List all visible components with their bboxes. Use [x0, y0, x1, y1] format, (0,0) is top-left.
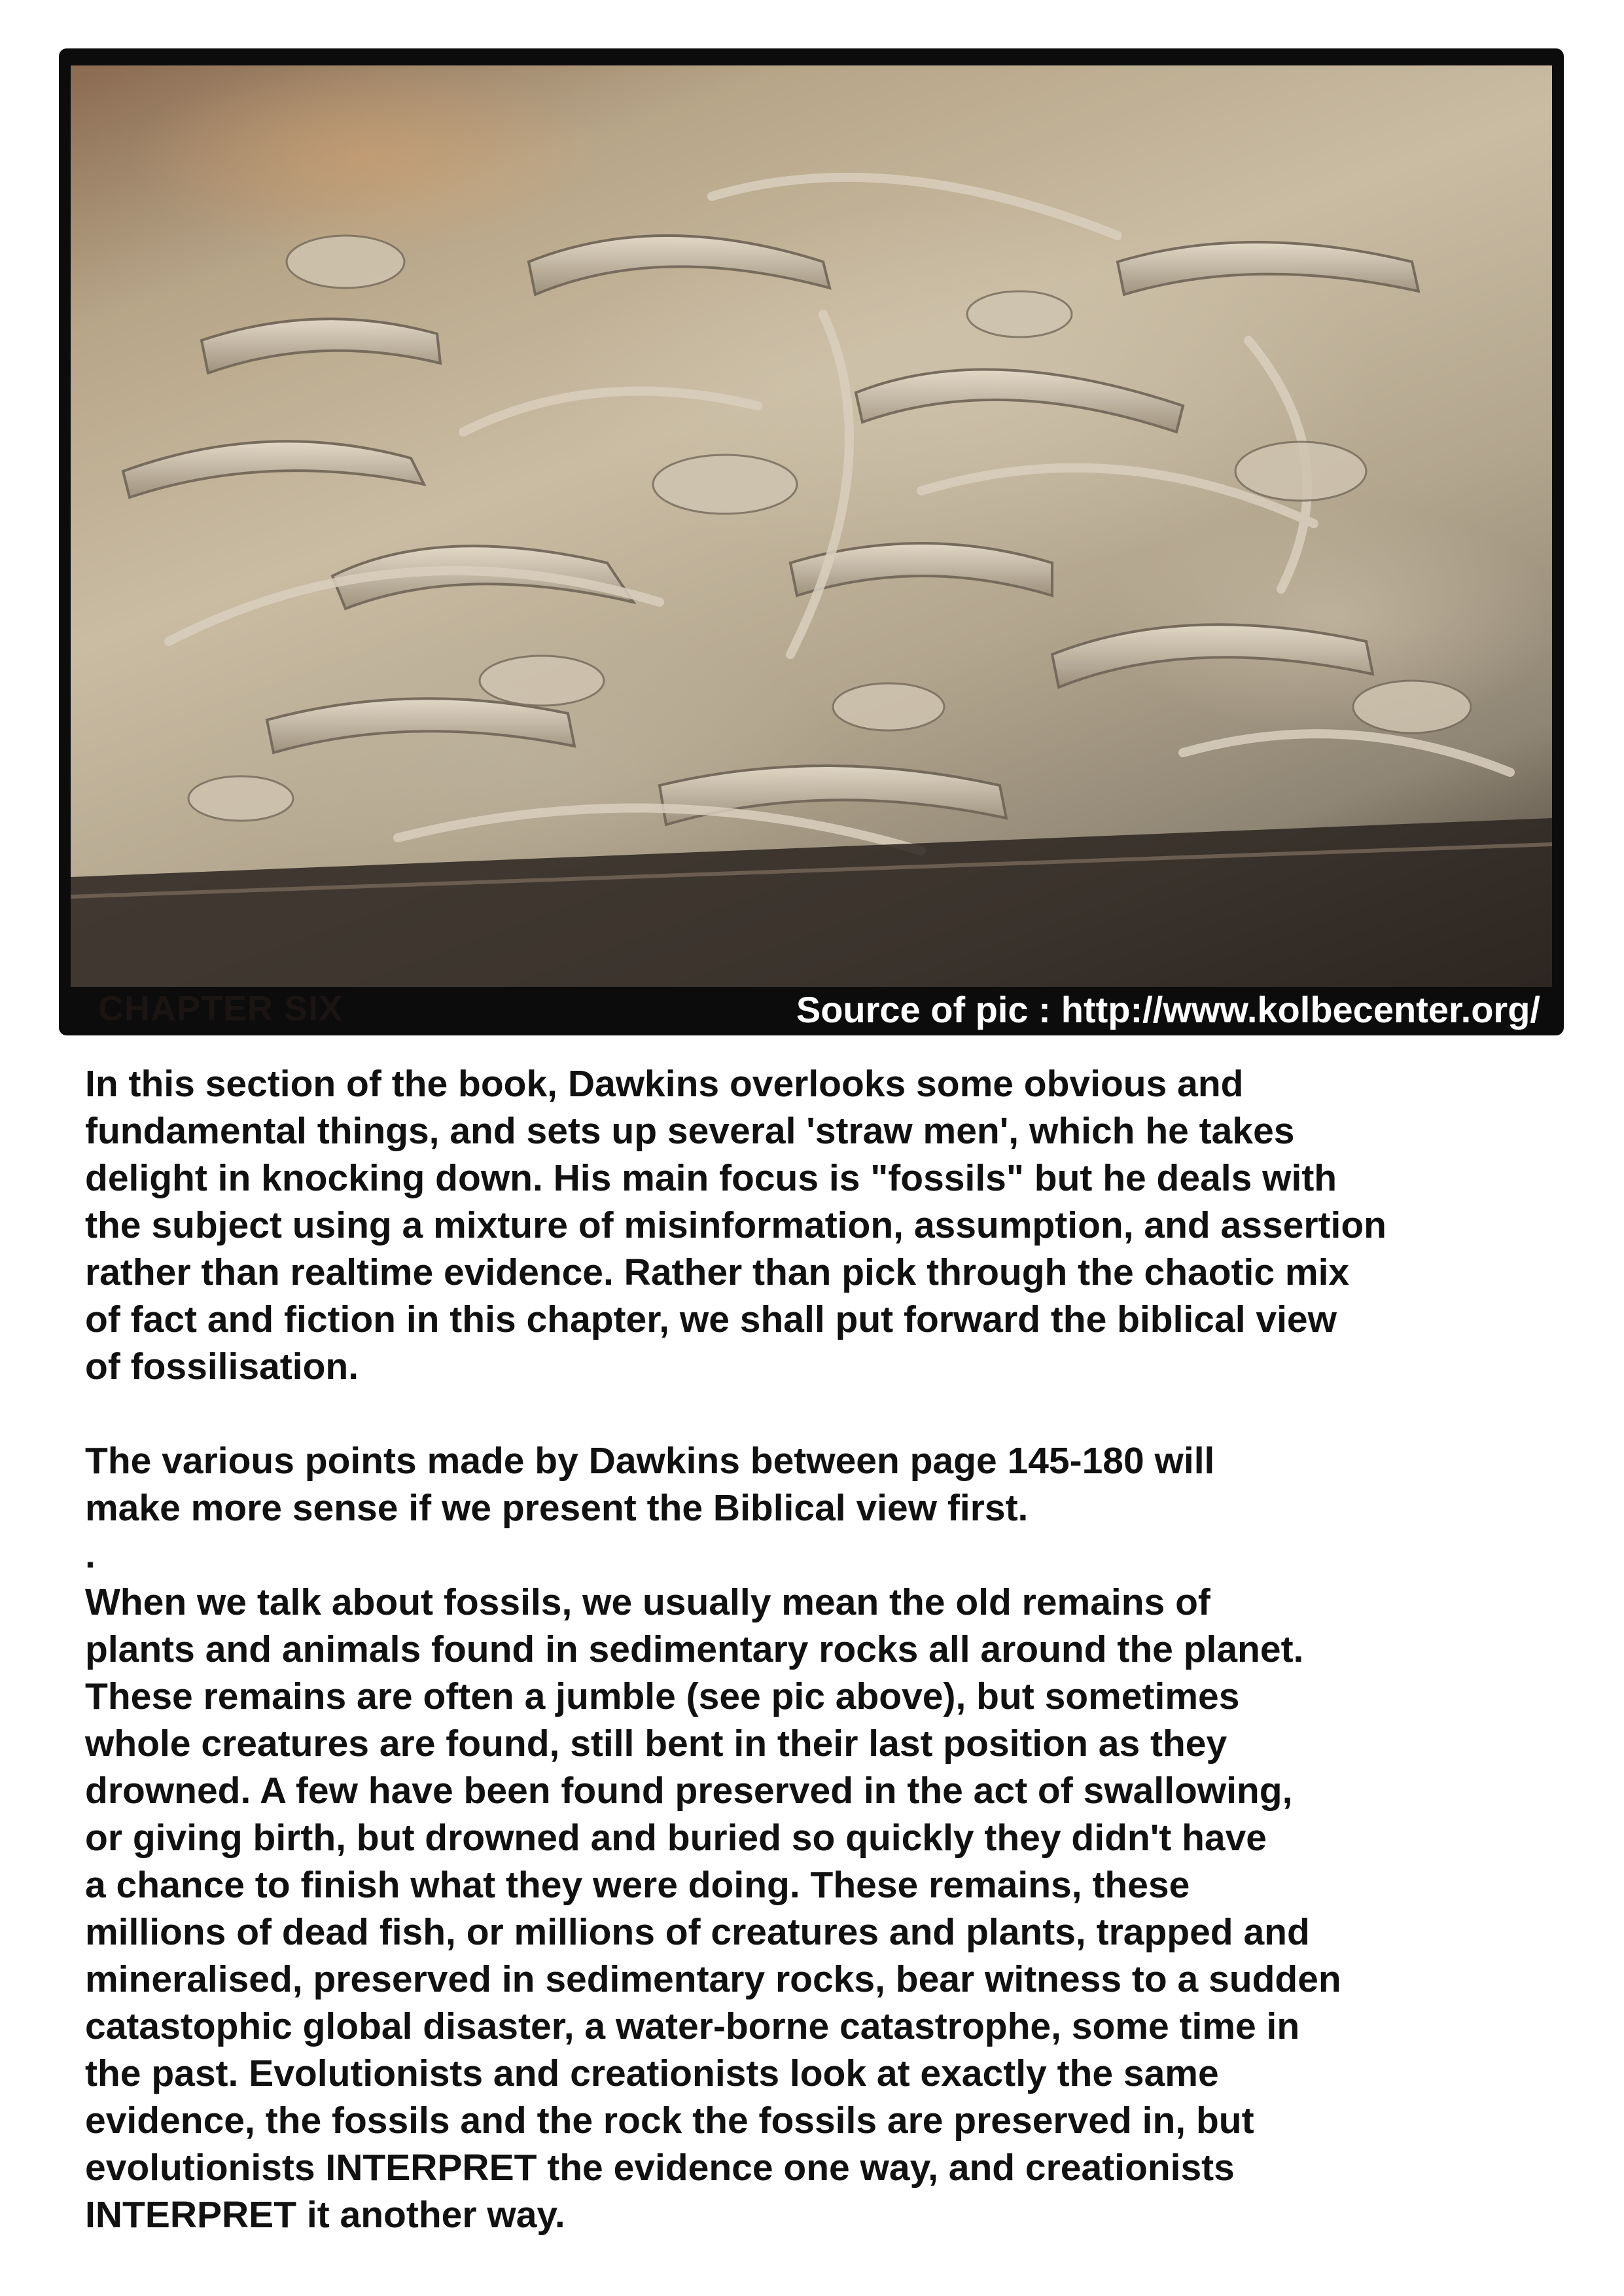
paragraph-fossils: When we talk about fossils, we usually mean the old remains of plants and animals found in sedimentary rocks all around the planet. These remains are often a jumble (see pic above), but sometimes whole creatures are found, still bent in their last position as they drowned. A few have been found preserved in the act of swallowing, or giving birth, but drowned and buried so quickly they didn't have a chance to finish what they were doing. These remains, these millions of dead fish, or millions of creatures and plants, trapped and mineralised, preserved in sedimentary rocks, bear witness to a sudden catastophic global disaster, a water-borne catastrophe, some time in the past. Evolutionists and creationists look at exactly the same evidence, the fossils and the rock the fossils are preserved in, but evolutionists INTERPRET the evidence one way, and creationists INTERPRET it another way. [85, 1581, 1341, 2236]
chapter-label: CHAPTER SIX [98, 989, 344, 1028]
fossil-bones-photo [71, 65, 1552, 987]
hero-photo-frame [59, 48, 1564, 1035]
photo-source-credit [796, 988, 1540, 1031]
bone-pile-illustration [71, 65, 1552, 987]
separator-dot: . [85, 1534, 96, 1576]
paragraph-page-reference: The various points made by Dawkins between page 145-180 will make more sense if we present the Biblical view first. [85, 1440, 1215, 1529]
source-prefix: Source of pic : [796, 989, 1051, 1030]
body-text [85, 1060, 1564, 2238]
source-url: http://www.kolbecenter.org/ [1061, 989, 1540, 1030]
paragraph-spacer [85, 1390, 1564, 1437]
photo-caption-bar [71, 984, 1552, 1030]
paragraph-intro: In this section of the book, Dawkins overlooks some obvious and fundamental things, and sets up several 'straw men', which he takes delight in knocking down. His main focus is "fossils" but he deals with the subject using a mixture of misinformation, assumption, and assertion rather than realtime evidence. Rather than pick through the chaotic mix of fact and fiction in this chapter, we shall put forward the biblical view of fossilisation. [85, 1063, 1386, 1388]
